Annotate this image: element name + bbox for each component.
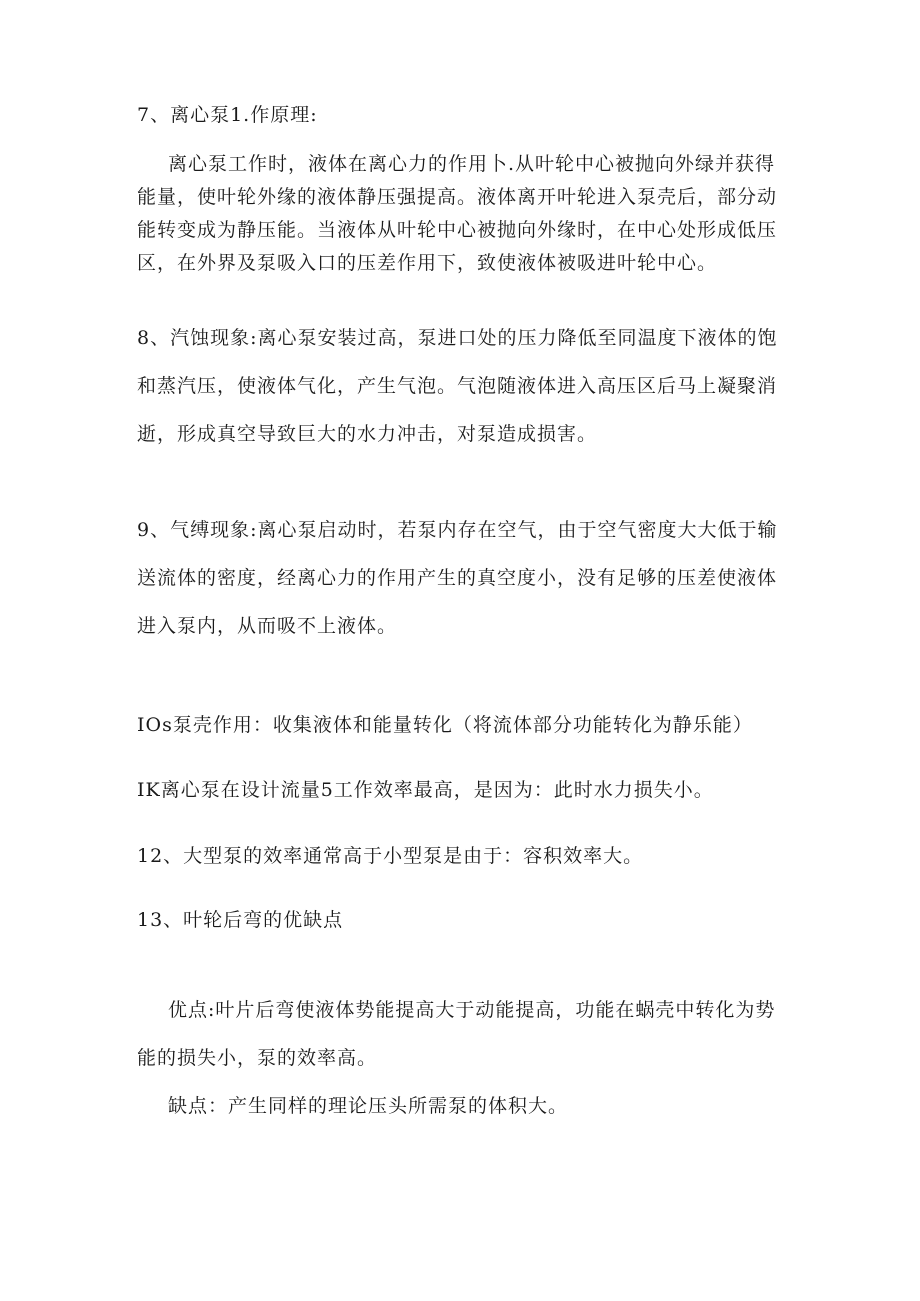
section-9 [137,506,792,650]
section-9-line-1: 9、气缚现象:离心泵启动时，若泵内存在空气，由于空气密度大大低于输 [137,519,778,541]
section-8-line-2: 和蒸汽压，使液体气化，产生气泡。气泡随液体进入高压区后马上凝聚消 [137,375,778,397]
section-8-line-1: 8、汽蚀现象:离心泵安装过高，泵进口处的压力降低至同温度下液体的饱 [137,327,778,349]
section-13-title [137,904,792,937]
section-12-line: 12、大型泵的效率通常高于小型泵是由于：容积效率大。 [137,845,644,867]
section-13-title-text: 13、叶轮后弯的优缺点 [137,909,344,931]
section-13-pros-line-1: 优点:叶片后弯使液体势能提高大于动能提高，功能在蜗壳中转化为势 [168,999,776,1021]
section-7-title [137,99,792,132]
section-13-pros-line-2: 能的损失小，泵的效率高。 [137,1047,378,1069]
section-11-line: IK离心泵在设计流量5工作效率最高，是因为：此时水力损失小。 [137,779,714,801]
section-9-line-3: 进入泵内，从而吸不上液体。 [137,615,398,637]
section-9-line-2: 送流体的密度，经离心力的作用产生的真空度小，没有足够的压差使液体 [137,567,778,589]
section-8 [137,314,792,458]
section-7-body [137,148,823,280]
section-10 [137,709,792,742]
section-7-title-text: 7、离心泵1.作原理: [137,104,318,126]
section-8-line-3: 逝，形成真空导致巨大的水力冲击，对泵造成损害。 [137,423,598,445]
section-13-cons [168,1082,823,1130]
section-13-pros [137,986,823,1082]
section-12 [137,840,792,873]
section-7-line-3: 能转变成为静压能。当液体从叶轮中心被抛向外缘时，在中心处形成低压 [137,219,778,241]
section-7-line-1: 离心泵工作时，液体在离心力的作用卜.从叶轮中心被抛向外绿并获得 [168,153,776,175]
section-7-line-2: 能量，使叶轮外缘的液体静压强提高。液体离开叶轮进入泵壳后，部分动 [137,186,778,208]
section-13-cons-line: 缺点：产生同样的理论压头所需泵的体积大。 [168,1095,569,1117]
section-11 [137,774,792,807]
section-7-line-4: 区，在外界及泵吸入口的压差作用下，致使液体被吸进叶轮中心。 [137,252,718,274]
section-10-line: IOs泵壳作用：收集液体和能量转化（将流体部分功能转化为静乐能） [137,714,753,736]
